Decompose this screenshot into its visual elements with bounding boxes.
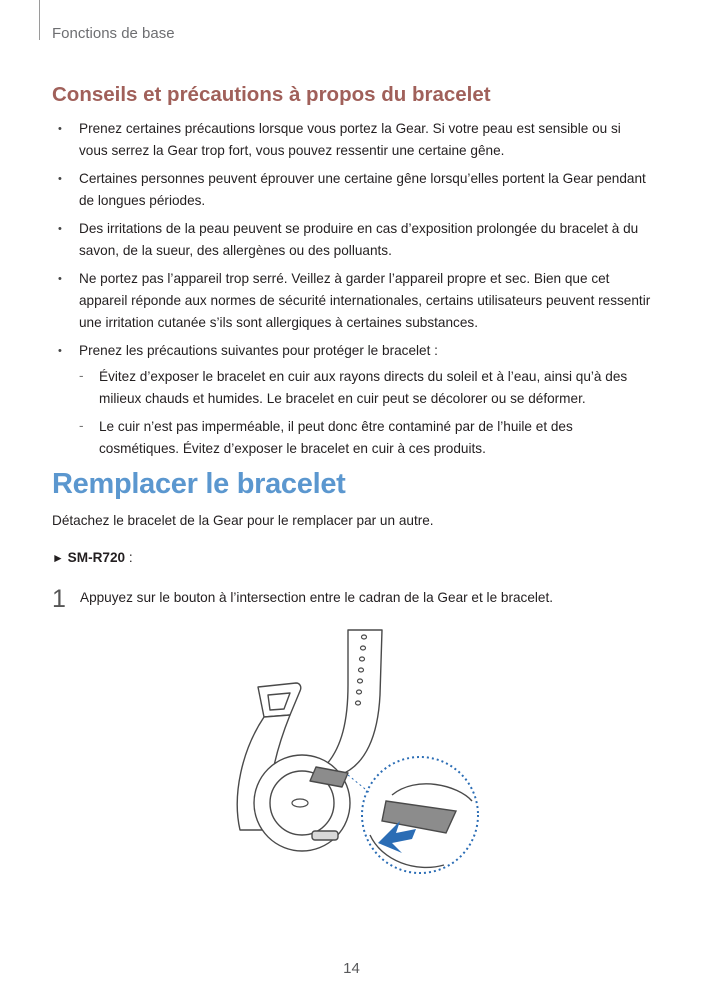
triangle-right-icon: ► [52,551,64,565]
model-label [52,550,133,565]
bullet-item-with-sublist [52,340,652,460]
replace-intro: Détachez le bracelet de la Gear pour le remplacer par un autre. [52,513,434,528]
header-rule [39,0,40,40]
precautions-title: Conseils et précautions à propos du bracelet [52,83,491,106]
sub-list [79,366,652,460]
step-number: 1 [52,585,66,613]
bullet-item: • Certaines personnes peuvent éprouver une certaine gêne lorsqu’elles portent la Gear pendant de longues périodes. [52,168,652,212]
page-number: 14 [343,960,360,977]
sub-bullet-item: - Évitez d’exposer le bracelet en cuir aux rayons directs du soleil et à l’eau, ainsi qu’à des milieux chauds et humides. Le bracelet en cuir peut se décolorer ou se déformer. [79,366,652,410]
sub-bullet-item: - Le cuir n’est pas imperméable, il peut donc être contaminé par de l’huile et des cosmétiques. Évitez d’exposer le bracelet en cuir à ces produits. [79,416,652,460]
page-header: Fonctions de base [52,25,175,42]
step-text: Appuyez sur le bouton à l’intersection entre le cadran de la Gear et le bracelet. [80,590,554,605]
bullet-item: • Des irritations de la peau peuvent se produire en cas d’exposition prolongée du bracelet à du savon, de la sueur, des allergènes ou des polluants. [52,218,652,262]
model-suffix: : [125,550,133,565]
replace-title: Remplacer le bracelet [52,468,346,500]
watch-band-illustration [220,625,490,885]
bullet-item: • Ne portez pas l’appareil trop serré. Veillez à garder l’appareil propre et sec. Bien que cet appareil réponde aux normes de sécurité internationales, certains utilisateurs peuvent ressentir une irritation cutanée s’ils sont allergiques à certaines substances. [52,268,652,334]
precautions-list [52,118,652,466]
bullet-item-text: Prenez les précautions suivantes pour protéger le bracelet : [79,343,438,358]
bullet-item: • Prenez certaines précautions lorsque vous portez la Gear. Si votre peau est sensible ou si vous serrez la Gear trop fort, vous pouvez ressentir une certaine gêne. [52,118,652,162]
model-name: SM-R720 [67,550,126,565]
